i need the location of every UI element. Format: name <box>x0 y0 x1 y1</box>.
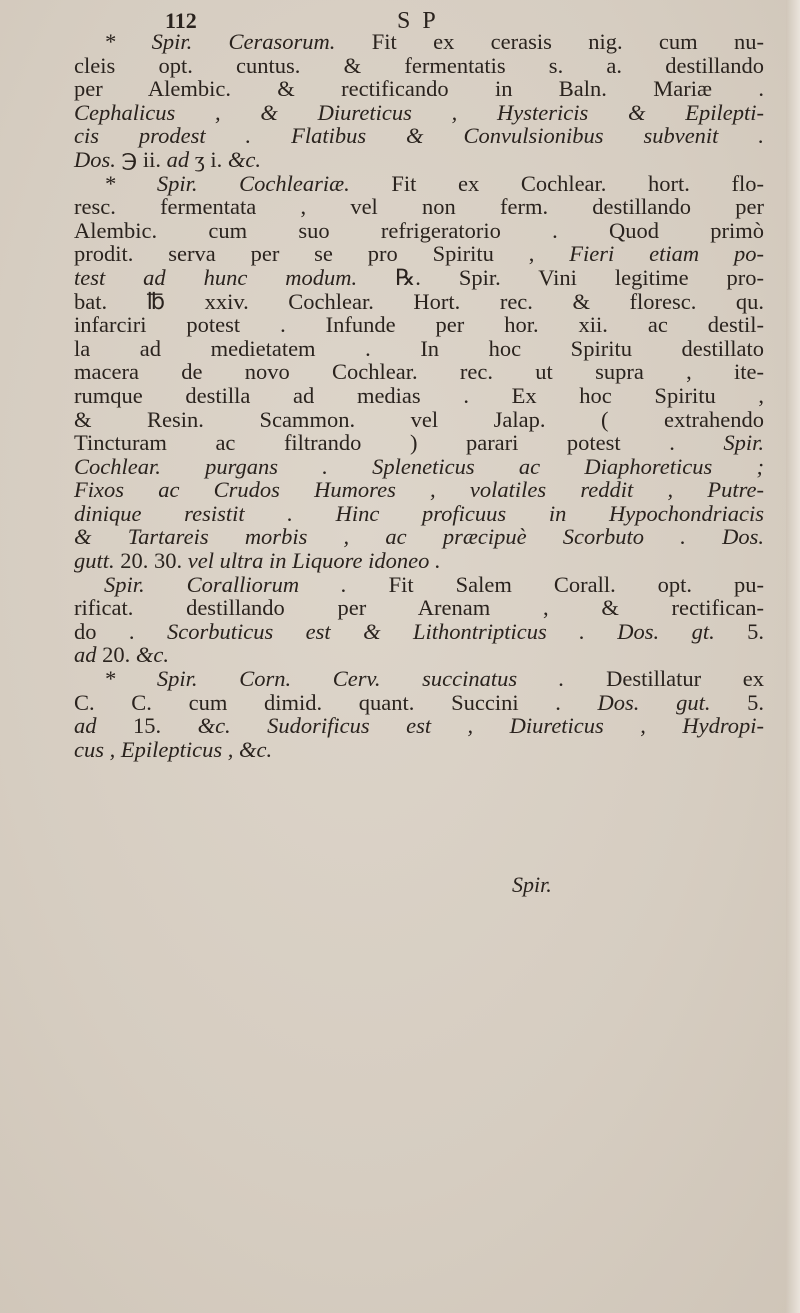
text-segment: Fit ex cerasis nig. cum nu- <box>335 29 764 54</box>
text-segment: Cephalicus , & Diureticus , Hystericis & Epilepti- <box>74 99 764 125</box>
text-line <box>74 408 764 432</box>
text-segment: 5. <box>710 689 765 715</box>
text-segment: gutt. <box>74 548 115 574</box>
running-head: S P <box>397 8 439 34</box>
text-line <box>74 502 764 526</box>
text-segment: macera de novo Cochlear. rec. ut supra , ite- <box>74 359 764 385</box>
text-segment: & Tartareis morbis , ac præcipuè Scorbuto . Dos. <box>74 524 764 550</box>
text-segment: Fixos ac Crudos Humores , volatiles reddit , Putre- <box>74 477 764 503</box>
text-line <box>74 290 764 314</box>
text-segment: * Spir. Cerasorum. <box>104 29 336 54</box>
text-line <box>74 77 764 101</box>
text-line <box>74 478 764 502</box>
text-segment: ℞. Spir. Vini legitime pro- <box>357 264 764 290</box>
text-segment: Fit Salem Corall. opt. pu- <box>346 571 764 597</box>
text-segment: 15. <box>96 713 198 739</box>
text-segment: cleis opt. cuntus. & fermentatis s. a. destillando <box>74 52 764 78</box>
text-line <box>74 219 764 243</box>
text-line <box>74 714 764 738</box>
text-segment: Spir. Coralliorum . <box>104 571 347 597</box>
text-segment: Destillatur ex <box>564 666 764 692</box>
text-segment: &c. Sudorificus est , Diureticus , Hydropi- <box>197 713 765 739</box>
text-line <box>74 643 764 667</box>
text-line <box>74 431 764 455</box>
text-segment: ʒ i. <box>189 146 228 172</box>
text-line <box>74 266 764 290</box>
text-segment: infarciri potest . Infunde per hor. xii. ac destil- <box>74 312 764 338</box>
text-line <box>74 691 764 715</box>
text-segment: &c. <box>227 146 261 172</box>
text-line <box>74 620 764 644</box>
text-segment: bat. ℔ xxiv. Cochlear. Hort. rec. & floresc. qu. <box>74 288 764 314</box>
text-segment: Fieri etiam po- <box>569 241 764 267</box>
page-edge <box>786 0 800 1313</box>
body-text <box>74 30 764 761</box>
text-line <box>74 195 764 219</box>
text-segment: Tincturam ac filtrando ) parari potest . <box>74 430 724 456</box>
text-line <box>74 101 764 125</box>
text-segment: ad <box>166 146 190 172</box>
text-segment: rificat. destillando per Arenam , & rectifican- <box>74 595 764 621</box>
text-segment: Cochlear. purgans . Spleneticus ac Diaphoreticus ; <box>74 453 764 479</box>
text-segment: vel ultra in Liquore idoneo . <box>187 548 441 574</box>
text-segment: cus , Epilepticus , &c. <box>74 736 273 762</box>
text-segment: 5. <box>714 618 765 644</box>
text-segment: Scorbuticus est & Lithontripticus . Dos. gt. <box>166 618 715 644</box>
text-line <box>74 455 764 479</box>
text-segment: do . <box>74 618 167 644</box>
text-segment: ad <box>74 642 97 668</box>
text-segment: &c. <box>135 642 169 668</box>
text-line <box>74 148 764 172</box>
text-line <box>74 549 764 573</box>
text-line <box>74 384 764 408</box>
text-segment: Alembic. cum suo refrigeratorio . Quod primò <box>74 217 764 243</box>
text-line <box>74 738 764 762</box>
text-line <box>74 172 764 196</box>
text-segment: per Alembic. & rectificando in Baln. Mariæ . <box>74 76 764 102</box>
text-line <box>74 124 764 148</box>
text-segment: Fit ex Cochlear. hort. flo- <box>349 170 764 196</box>
text-segment: prodit. serva per se pro Spiritu , <box>74 241 570 267</box>
text-segment: C. C. cum dimid. quant. Succini . <box>74 689 598 715</box>
text-segment: ℈ ii. <box>115 146 167 172</box>
text-segment: Dos. gut. <box>597 689 711 715</box>
text-line <box>74 54 764 78</box>
text-segment: resc. fermentata , vel non ferm. destillando per <box>74 194 764 220</box>
text-segment: 20. 30. <box>114 548 188 574</box>
text-segment: ad <box>74 713 97 739</box>
text-line <box>74 337 764 361</box>
text-segment: & Resin. Scammon. vel Jalap. ( extrahendo <box>74 406 764 432</box>
text-segment: rumque destilla ad medias . Ex hoc Spiritu , <box>74 382 764 408</box>
text-segment: * Spir. Corn. Cerv. succinatus . <box>104 666 565 692</box>
text-line <box>74 242 764 266</box>
catchword: Spir. <box>512 872 552 897</box>
text-segment: dinique resistit . Hinc proficuus in Hypochondriacis <box>74 500 764 526</box>
text-line <box>74 525 764 549</box>
text-line <box>74 313 764 337</box>
text-segment: la ad medietatem . In hoc Spiritu destillato <box>74 335 764 361</box>
text-line <box>74 30 764 54</box>
text-segment: test ad hunc modum. <box>74 264 358 290</box>
text-segment: Spir. <box>723 430 764 456</box>
text-line <box>74 667 764 691</box>
text-segment: 20. <box>96 642 136 668</box>
text-line <box>74 596 764 620</box>
text-segment: * Spir. Cochleariæ. <box>104 170 350 196</box>
page-number: 112 <box>165 8 197 33</box>
text-segment: Dos. <box>74 146 116 172</box>
text-line <box>74 360 764 384</box>
text-line <box>74 573 764 597</box>
text-segment: cis prodest . Flatibus & Convulsionibus subvenit . <box>74 123 764 149</box>
